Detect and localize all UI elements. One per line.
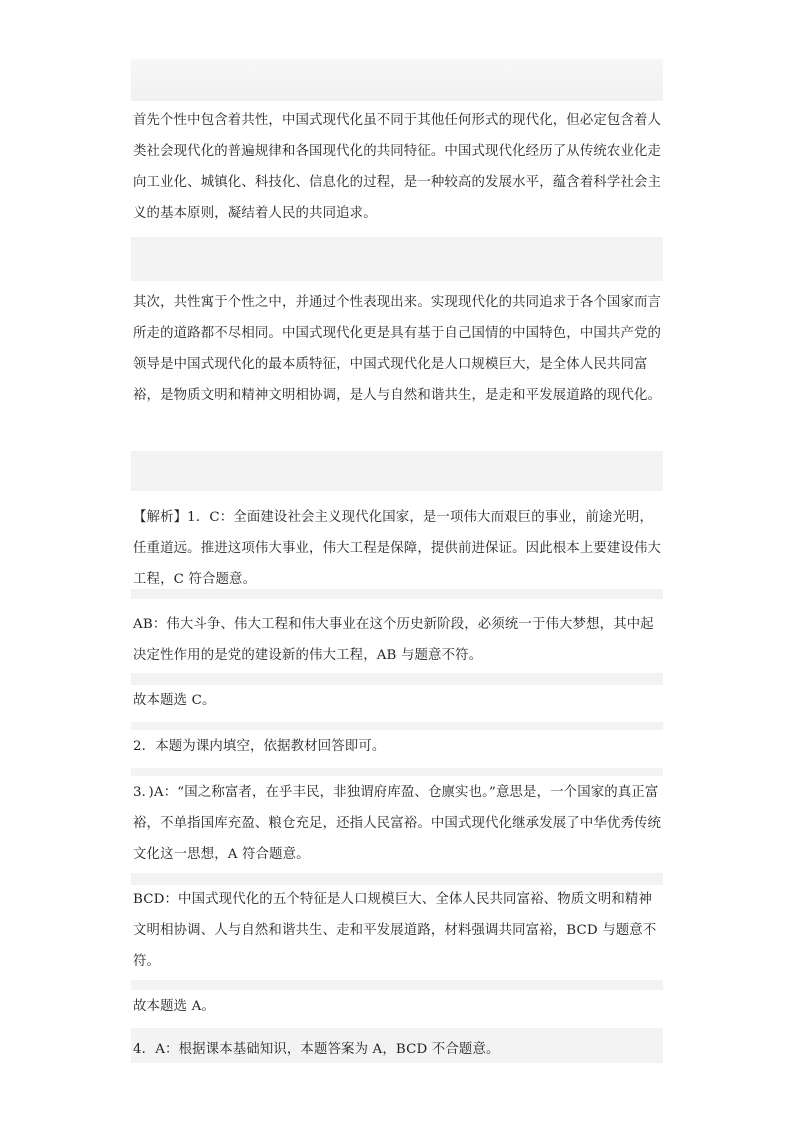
answer-c: 故本题选 C。 — [133, 693, 216, 708]
question-3-paragraph: 3．)A：“国之称富者，在乎丰民，非独谓府库盈、仓廪实也。”意思是，一个国家的真正富裕，不单指国库充盈、粮仓充足，还指人民富裕。中国式现代化继承发展了中华优秀传统文化这一思想，A 符合题意。 — [133, 785, 662, 862]
band-gap-5 — [131, 722, 663, 730]
band-gap-4 — [131, 673, 663, 685]
band-gap-2 — [131, 451, 663, 491]
band-gap-1 — [131, 237, 663, 281]
question-4-paragraph: 4．A：根据课本基础知识，本题答案为 A，BCD 不合题意。 — [133, 1042, 500, 1057]
band-gap-6 — [131, 768, 663, 776]
band-top — [131, 59, 663, 101]
paragraph-bcd: BCD：中国式现代化的五个特征是人口规模巨大、全体人民共同富裕、物质文明和精神文明相协调、人与自然和谐共生、走和平发展道路，材料强调共同富裕，BCD 与题意不符。 — [133, 892, 657, 969]
answer-a: 故本题选 A。 — [133, 999, 215, 1014]
paragraph-1: 首先个性中包含着共性，中国式现代化虽不同于其他任何形式的现代化，但必定包含着人类社会现代化的普遍规律和各国现代化的共同特征。中国式现代化经历了从传统农业化走向工业化、城镇化、科技化、信息化的过程，是一种较高的发展水平，蕴含着科学社会主义的基本原则，凝结着人民的共同追求。 — [133, 113, 662, 221]
analysis-paragraph: 【解析】1．C：全面建设社会主义现代化国家，是一项伟大而艰巨的事业，前途光明，任重道远。推进这项伟大事业，伟大工程是保障，提供前进保证。因此根本上要建设伟大工程，C 符合题意。 — [133, 510, 662, 587]
band-gap-8 — [131, 980, 663, 990]
document-page — [131, 59, 663, 1063]
paragraph-2: 其次，共性寓于个性之中，并通过个性表现出来。实现现代化的共同追求于各个国家而言所走的道路都不尽相同。中国式现代化更是具有基于自己国情的中国特色，中国共产党的领导是中国式现代化的最本质特征，中国式现代化是人口规模巨大，是全体人民共同富裕，是物质文明和精神文明相协调，是人与自然和谐共生，是走和平发展道路的现代化。 — [133, 295, 662, 403]
question-2-note: 2．本题为课内填空，依据教材回答即可。 — [133, 739, 386, 754]
paragraph-ab: AB：伟大斗争、伟大工程和伟大事业在这个历史新阶段，必须统一于伟大梦想，其中起决定性作用的是党的建设新的伟大工程，AB 与题意不符。 — [133, 617, 654, 663]
